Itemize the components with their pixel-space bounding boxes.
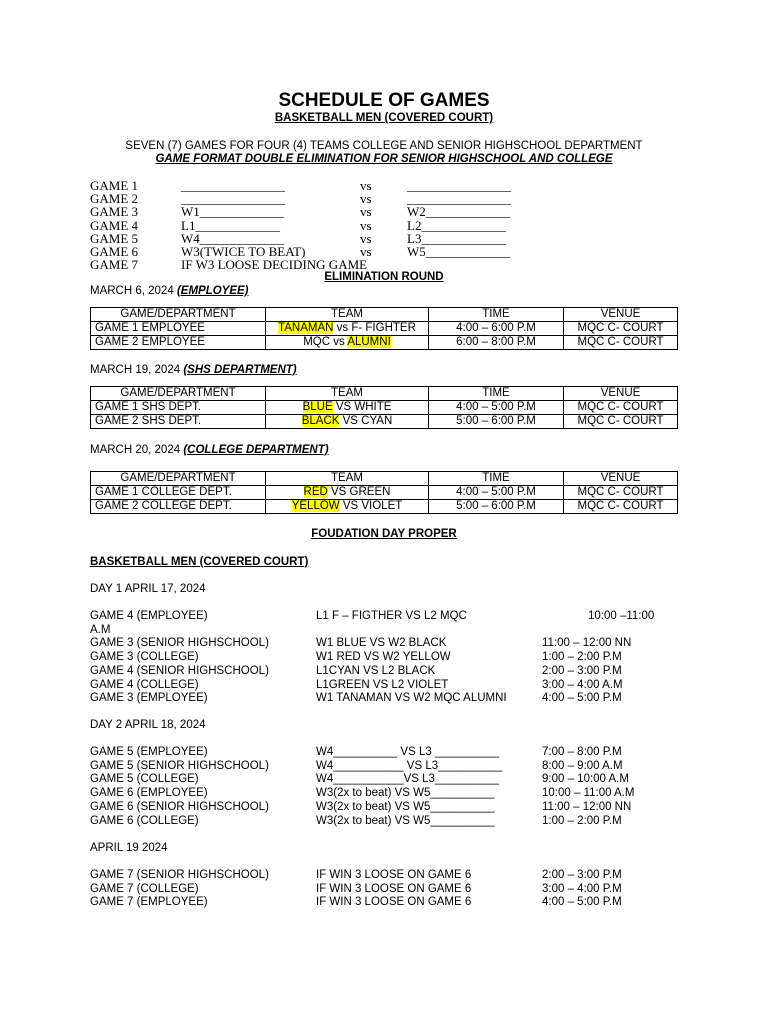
table-header-row — [91, 387, 678, 401]
table-row — [91, 415, 678, 429]
table-header-row — [91, 472, 678, 486]
bracket-vs: vs — [360, 217, 372, 233]
header-cell: GAME/DEPARTMENT — [91, 387, 266, 401]
header-cell: VENUE — [564, 387, 678, 401]
header-cell: TEAM — [266, 308, 429, 322]
venue-cell: MQC C- COURT — [564, 415, 678, 429]
schedule-game: GAME 7 (EMPLOYEE) — [90, 896, 208, 909]
foundation-subheading: BASKETBALL MEN (COVERED COURT) — [90, 556, 309, 568]
team-text: vs F- FIGHTER — [333, 322, 416, 334]
schedule-game: GAME 7 (SENIOR HIGHSCHOOL) — [90, 869, 269, 881]
schedule-time: 4:00 – 5:00 P.M — [542, 692, 622, 705]
schedule-time: 7:00 – 8:00 P.M — [542, 746, 622, 758]
header-cell: TIME — [429, 472, 564, 486]
table-date: MARCH 20, 2024 — [90, 444, 184, 456]
day3-heading: APRIL 19 2024 — [90, 842, 168, 854]
schedule-time: 11:00 – 12:00 NN — [542, 800, 632, 813]
schedule-matchup: L1GREEN VS L2 VIOLET — [316, 678, 449, 691]
bracket-game-label: GAME 5 — [90, 230, 139, 246]
table-date: MARCH 6, 2024 — [90, 285, 177, 297]
table-date-employee — [90, 285, 249, 297]
team-highlight: TANAMAN — [278, 322, 334, 334]
bracket-team-a: IF W3 LOOSE DECIDING GAME — [181, 257, 368, 273]
team-text: VS GREEN — [327, 486, 391, 498]
venue-cell: MQC C- COURT — [564, 336, 678, 350]
team-text: VS WHITE — [332, 401, 392, 413]
time-cell: 6:00 – 8:00 P.M — [429, 336, 564, 350]
bracket-team-a: L1_____________ — [181, 217, 280, 233]
schedule-time: 10:00 –11:00 — [588, 610, 655, 622]
schedule-matchup: W4___________ VS L3__________ — [316, 759, 503, 772]
bracket-team-a: ________________ — [181, 191, 285, 207]
game-cell: GAME 2 COLLEGE DEPT. — [91, 500, 266, 514]
schedule-time: 1:00 – 2:00 P.M — [542, 651, 622, 664]
table-date-college — [90, 444, 329, 456]
team-cell — [266, 401, 429, 415]
schedule-game: GAME 4 (SENIOR HIGHSCHOOL) — [90, 664, 269, 677]
schedule-game: GAME 5 (SENIOR HIGHSCHOOL) — [90, 759, 269, 772]
day2-heading: DAY 2 APRIL 18, 2024 — [90, 719, 206, 731]
bracket-team-a: W1_____________ — [181, 204, 285, 220]
schedule-time: 4:00 – 5:00 P.M — [542, 896, 622, 909]
venue-cell: MQC C- COURT — [564, 322, 678, 336]
header-cell: GAME/DEPARTMENT — [91, 472, 266, 486]
bracket-game-label: GAME 4 — [90, 217, 139, 233]
bracket-game-label: GAME 2 — [90, 191, 139, 207]
team-cell — [266, 336, 429, 350]
team-text: VS CYAN — [339, 415, 393, 427]
time-cell: 4:00 – 6:00 P.M — [429, 322, 564, 336]
bracket-game-label: GAME 3 — [90, 204, 139, 220]
schedule-matchup: W3(2x to beat) VS W5__________ — [316, 814, 495, 827]
bracket-team-b: ________________ — [407, 178, 511, 193]
time-cell: 5:00 – 6:00 P.M — [429, 500, 564, 514]
schedule-time: 10:00 – 11:00 A.M — [542, 787, 635, 800]
venue-cell: MQC C- COURT — [564, 500, 678, 514]
schedule-game: GAME 3 (SENIOR HIGHSCHOOL) — [90, 637, 269, 650]
team-highlight: ALUMNI — [347, 336, 391, 348]
table-row — [91, 401, 678, 415]
description: SEVEN (7) GAMES FOR FOUR (4) TEAMS COLLEGE AND SENIOR HIGHSCHOOL DEPARTMENT — [125, 140, 643, 152]
header-cell: GAME/DEPARTMENT — [91, 308, 266, 322]
schedule-matchup: IF WIN 3 LOOSE ON GAME 6 — [316, 882, 472, 895]
schedule-matchup: IF WIN 3 LOOSE ON GAME 6 — [316, 869, 472, 881]
table-row — [91, 500, 678, 514]
game-format: GAME FORMAT DOUBLE ELIMINATION FOR SENIOR HIGHSCHOOL AND COLLEGE — [155, 153, 613, 165]
schedule-game: GAME 3 (EMPLOYEE) — [90, 692, 208, 705]
schedule-matchup: W3(2x to beat) VS W5__________ — [316, 787, 495, 800]
time-cell: 5:00 – 6:00 P.M — [429, 415, 564, 429]
schedule-time: 2:00 – 3:00 P.M — [542, 869, 622, 881]
foundation-heading: FOUDATION DAY PROPER — [311, 528, 457, 540]
day1-continuation: A.M — [90, 624, 111, 636]
header-cell: TEAM — [266, 387, 429, 401]
schedule-game: GAME 6 (SENIOR HIGHSCHOOL) — [90, 800, 269, 813]
bracket-vs: vs — [360, 244, 372, 259]
team-cell — [266, 500, 429, 514]
header-cell: TEAM — [266, 472, 429, 486]
game-cell: GAME 1 EMPLOYEE — [91, 322, 266, 336]
time-cell: 4:00 – 5:00 P.M — [429, 401, 564, 415]
schedule-matchup: L1CYAN VS L2 BLACK — [316, 664, 436, 677]
bracket-team-b: L3_____________ — [407, 230, 506, 246]
schedule-game: GAME 4 (COLLEGE) — [90, 678, 199, 691]
bracket-team-b: L2_____________ — [407, 217, 506, 233]
schedule-matchup: W1 TANAMAN VS W2 MQC ALUMNI — [316, 692, 507, 705]
bracket-game-label: GAME 6 — [90, 244, 139, 259]
schedule-game: GAME 6 (EMPLOYEE) — [90, 787, 208, 800]
bracket-team-b: ________________ — [407, 191, 511, 207]
table-row — [91, 486, 678, 500]
team-text: VS VIOLET — [339, 500, 403, 512]
schedule-time: 1:00 – 2:00 P.M — [542, 814, 622, 827]
page-title: SCHEDULE OF GAMES — [278, 90, 490, 111]
schedule-matchup: IF WIN 3 LOOSE ON GAME 6 — [316, 896, 472, 909]
team-highlight: YELLOW — [291, 500, 340, 512]
bracket-game-label: GAME 7 — [90, 257, 139, 273]
schedule-game: GAME 5 (COLLEGE) — [90, 773, 199, 786]
schedule-matchup: W1 RED VS W2 YELLOW — [316, 651, 451, 664]
game-cell: GAME 1 COLLEGE DEPT. — [91, 486, 266, 500]
elimination-heading: ELIMINATION ROUND — [324, 271, 444, 283]
table-header-row — [91, 308, 678, 322]
schedule-time: 3:00 – 4:00 A.M — [542, 678, 623, 691]
schedule-time: 2:00 – 3:00 P.M — [542, 664, 622, 677]
schedule-time: 11:00 – 12:00 NN — [542, 637, 632, 650]
day1-heading: DAY 1 APRIL 17, 2024 — [90, 583, 206, 595]
schedule-game: GAME 5 (EMPLOYEE) — [90, 746, 208, 758]
schedule-table-shs — [90, 386, 678, 429]
bracket-game-label: GAME 1 — [90, 178, 139, 193]
bracket-vs: vs — [360, 230, 372, 246]
table-dept: (EMPLOYEE) — [176, 285, 249, 297]
schedule-matchup: W1 BLUE VS W2 BLACK — [316, 637, 447, 650]
team-cell — [266, 415, 429, 429]
team-cell — [266, 322, 429, 336]
bracket-vs: vs — [360, 191, 372, 207]
venue-cell: MQC C- COURT — [564, 486, 678, 500]
bracket-team-b: W2_____________ — [407, 204, 511, 220]
schedule-time: 9:00 – 10:00 A.M — [542, 773, 629, 786]
table-dept: (COLLEGE DEPARTMENT) — [183, 444, 329, 456]
page-subtitle: BASKETBALL MEN (COVERED COURT) — [274, 112, 494, 124]
schedule-matchup: L1 F – FIGTHER VS L2 MQC — [316, 610, 467, 622]
bracket-team-a: W3(TWICE TO BEAT) — [181, 244, 306, 259]
bracket-team-b: W5_____________ — [407, 244, 511, 259]
team-cell — [266, 486, 429, 500]
bracket-team-a: ________________ — [181, 178, 285, 193]
bracket-team-a: W4_____________ — [181, 230, 285, 246]
time-cell: 4:00 – 5:00 P.M — [429, 486, 564, 500]
schedule-game: GAME 6 (COLLEGE) — [90, 814, 199, 827]
table-date-shs — [90, 364, 297, 376]
team-text: MQC vs — [303, 336, 348, 348]
header-cell: TIME — [429, 308, 564, 322]
header-cell: VENUE — [564, 472, 678, 486]
bracket-vs: vs — [360, 178, 372, 193]
schedule-game: GAME 4 (EMPLOYEE) — [90, 610, 208, 622]
schedule-game: GAME 7 (COLLEGE) — [90, 882, 199, 895]
table-row — [91, 322, 678, 336]
team-highlight: BLACK — [301, 415, 340, 427]
header-cell: TIME — [429, 387, 564, 401]
table-date: MARCH 19, 2024 — [90, 364, 184, 376]
table-row — [91, 336, 678, 350]
venue-cell: MQC C- COURT — [564, 401, 678, 415]
schedule-matchup: W3(2x to beat) VS W5__________ — [316, 800, 495, 813]
table-dept: (SHS DEPARTMENT) — [183, 364, 297, 376]
schedule-table-college — [90, 471, 678, 514]
schedule-matchup: W4__________ VS L3 __________ — [316, 746, 499, 758]
schedule-time: 3:00 – 4:00 P.M — [542, 882, 622, 895]
bracket-vs: vs — [360, 204, 372, 220]
game-cell: GAME 1 SHS DEPT. — [91, 401, 266, 415]
schedule-table-employee — [90, 307, 678, 350]
game-cell: GAME 2 EMPLOYEE — [91, 336, 266, 350]
header-cell: VENUE — [564, 308, 678, 322]
schedule-matchup: W4___________VS L3__________ — [316, 773, 499, 786]
game-cell: GAME 2 SHS DEPT. — [91, 415, 266, 429]
team-highlight: RED — [303, 486, 328, 498]
team-highlight: BLUE — [302, 401, 333, 413]
schedule-time: 8:00 – 9:00 A.M — [542, 759, 623, 772]
schedule-game: GAME 3 (COLLEGE) — [90, 651, 199, 664]
